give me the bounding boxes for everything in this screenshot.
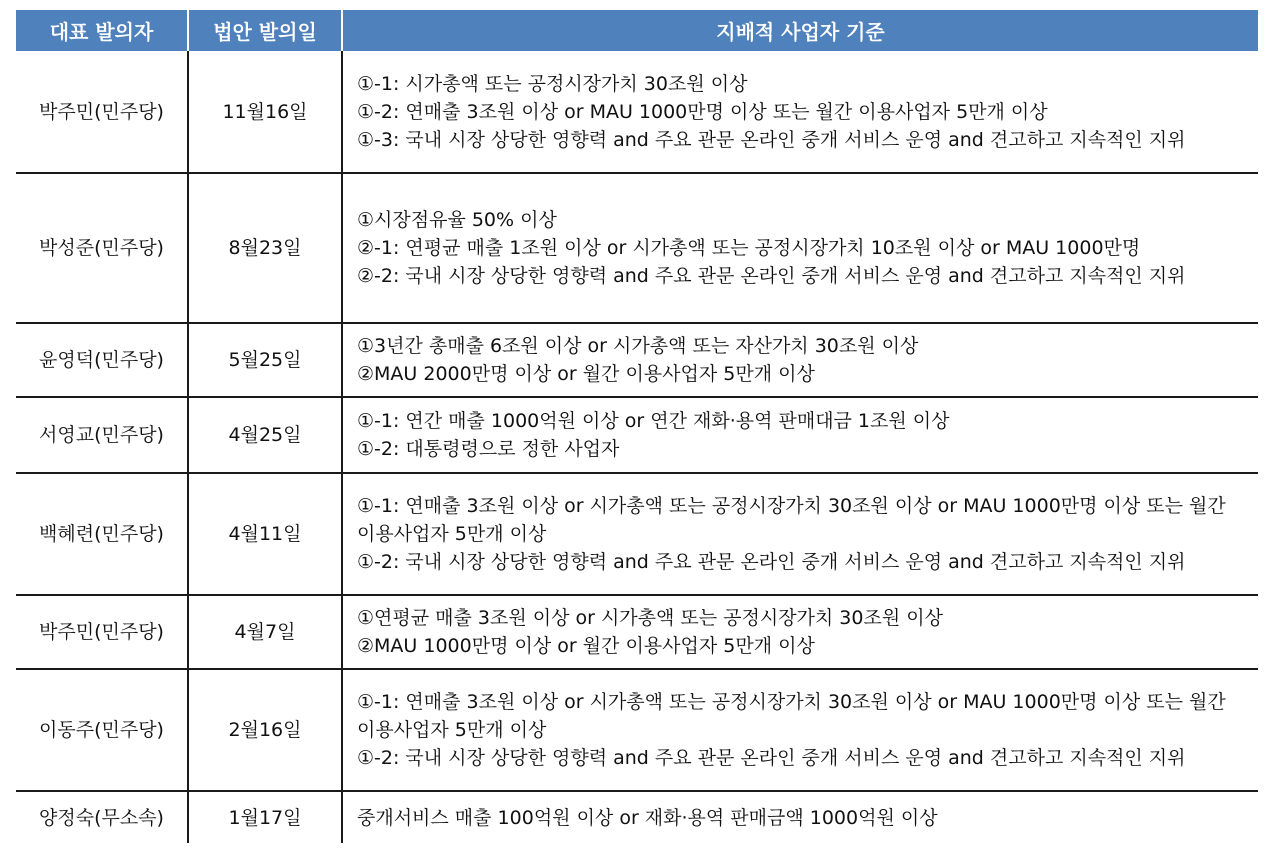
sponsor-cell: 박성준(민주당)	[16, 173, 188, 323]
criteria-cell	[342, 669, 1258, 791]
criteria-line: ①-2: 국내 시장 상당한 영향력 and 주요 관문 온라인 중개 서비스 운영 and 견고하고 지속적인 지위	[357, 747, 1186, 769]
table-row	[16, 473, 1258, 595]
bill-comparison-table	[16, 10, 1258, 843]
table-row	[16, 323, 1258, 397]
criteria-line: ②-2: 국내 시장 상당한 영향력 and 주요 관문 온라인 중개 서비스 운영 and 견고하고 지속적인 지위	[357, 265, 1186, 287]
criteria-line: ②MAU 2000만명 이상 or 월간 이용사업자 5만개 이상	[357, 363, 815, 385]
header-criteria: 지배적 사업자 기준	[342, 10, 1258, 51]
sponsor-cell: 박주민(민주당)	[39, 100, 164, 123]
header-sponsor: 대표 발의자	[16, 10, 188, 51]
criteria-line: 중개서비스 매출 100억원 이상 or 재화·용역 판매금액 1000억원 이상	[357, 806, 938, 829]
table-row	[16, 397, 1258, 473]
criteria-line: ①-1: 연간 매출 1000억원 이상 or 연간 재화·용역 판매대금 1조원 이상	[357, 410, 950, 432]
date-cell: 4월7일	[188, 595, 342, 669]
criteria-line: ②-1: 연평균 매출 1조원 이상 or 시가총액 또는 공정시장가치 10조원 이상 or MAU 1000만명	[357, 237, 1141, 259]
criteria-cell	[342, 791, 1258, 843]
criteria-line: ①연평균 매출 3조원 이상 or 시가총액 또는 공정시장가치 30조원 이상	[357, 607, 943, 629]
criteria-line: ①-2: 국내 시장 상당한 영향력 and 주요 관문 온라인 중개 서비스 운영 and 견고하고 지속적인 지위	[357, 551, 1186, 573]
date-cell: 4월11일	[188, 473, 342, 595]
date-cell: 4월25일	[188, 397, 342, 473]
bill-comparison-table-wrapper	[16, 10, 1258, 843]
date-cell: 5월25일	[188, 323, 342, 397]
criteria-cell	[342, 51, 1258, 173]
table-row	[16, 51, 1258, 173]
criteria-line: ①-2: 연매출 3조원 이상 or MAU 1000만명 이상 또는 월간 이용사업자 5만개 이상	[357, 100, 1048, 123]
criteria-cell	[342, 173, 1258, 323]
date-cell: 1월17일	[188, 791, 342, 843]
criteria-line: ①3년간 총매출 6조원 이상 or 시가총액 또는 자산가치 30조원 이상	[357, 335, 919, 357]
sponsor-cell: 서영교(민주당)	[16, 397, 188, 473]
criteria-line: ①-2: 대통령령으로 정한 사업자	[357, 438, 620, 460]
sponsor-cell: 윤영덕(민주당)	[16, 323, 188, 397]
criteria-cell	[342, 397, 1258, 473]
criteria-cell	[342, 473, 1258, 595]
date-cell: 8월23일	[188, 173, 342, 323]
sponsor-cell: 백혜련(민주당)	[16, 473, 188, 595]
sponsor-cell: 이동주(민주당)	[16, 669, 188, 791]
criteria-line: ①-1: 연매출 3조원 이상 or 시가총액 또는 공정시장가치 30조원 이상 or MAU 1000만명 이상 또는 월간 이용사업자 5만개 이상	[357, 495, 1226, 545]
header-date: 법안 발의일	[188, 10, 342, 51]
table-row	[16, 669, 1258, 791]
criteria-cell	[342, 323, 1258, 397]
sponsor-cell: 박주민(민주당)	[16, 595, 188, 669]
date-cell: 2월16일	[188, 669, 342, 791]
table-row	[16, 595, 1258, 669]
table-row	[16, 173, 1258, 323]
table-row	[16, 791, 1258, 843]
date-cell: 11월16일	[188, 51, 342, 173]
criteria-line: ①-3: 국내 시장 상당한 영향력 and 주요 관문 온라인 중개 서비스 운영 and 견고하고 지속적인 지위	[357, 128, 1186, 151]
header-row	[16, 10, 1258, 51]
criteria-line: ①시장점유율 50% 이상	[357, 209, 557, 231]
criteria-line: ②MAU 1000만명 이상 or 월간 이용사업자 5만개 이상	[357, 635, 815, 657]
sponsor-cell: 양정숙(무소속)	[16, 791, 188, 843]
criteria-line: ①-1: 시가총액 또는 공정시장가치 30조원 이상	[357, 72, 748, 95]
criteria-cell	[342, 595, 1258, 669]
criteria-line: ①-1: 연매출 3조원 이상 or 시가총액 또는 공정시장가치 30조원 이상 or MAU 1000만명 이상 또는 월간 이용사업자 5만개 이상	[357, 691, 1226, 741]
